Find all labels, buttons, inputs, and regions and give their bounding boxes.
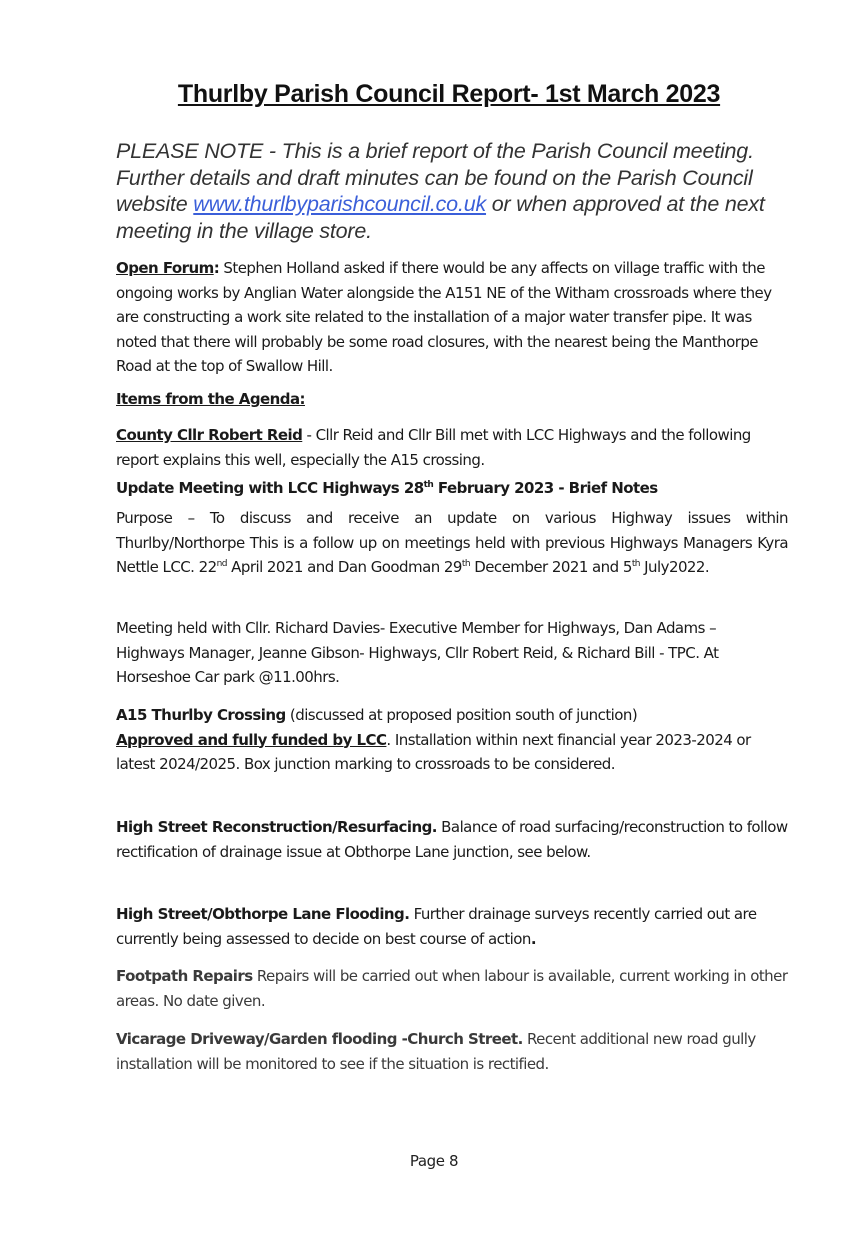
- note-text: PLEASE NOTE - This is a brief report of the Parish Council meeting. Further details and draft minutes can be found on the Parish Council website: [116, 139, 754, 216]
- footpath-heading: Footpath Repairs: [116, 967, 253, 985]
- update-meeting-text-2: February 2023 - Brief Notes: [433, 479, 658, 497]
- high-street-flood-heading: High Street/Obthorpe Lane Flooding.: [116, 905, 410, 923]
- vicarage-text: Recent additional new road gully installation will be monitored to see if the situation is rectified.: [116, 1030, 756, 1073]
- a15-text: (discussed at proposed position south of junction): [285, 706, 638, 724]
- high-street-flood-text: Further drainage surveys recently carried out are currently being assessed to decide on best course of action: [116, 905, 757, 948]
- high-street-recon-paragraph: [116, 815, 788, 864]
- update-meeting-text: Update Meeting with LCC Highways 28: [116, 479, 424, 497]
- high-street-flooding-paragraph: [116, 902, 788, 951]
- footpath-text: Repairs will be carried out when labour is available, current working in other areas. No date given.: [116, 967, 788, 1010]
- approved-text: Approved and fully funded by LCC: [116, 730, 387, 749]
- county-cllr-text: - Cllr Reid and Cllr Bill met with LCC Highways and the following report explains this well, especially the A15 crossing.: [116, 426, 751, 469]
- superscript: th: [631, 559, 640, 569]
- open-forum-paragraph: [116, 256, 788, 379]
- agenda-heading: Items from the Agenda:: [116, 390, 305, 408]
- a15-crossing-paragraph: [116, 703, 788, 777]
- purpose-text: July2022.: [639, 558, 710, 576]
- please-note-paragraph: [116, 138, 786, 244]
- superscript: th: [423, 480, 434, 490]
- page-number: Page 8: [409, 1152, 459, 1170]
- open-forum-heading: Open Forum: [116, 259, 214, 277]
- superscript: th: [461, 559, 471, 569]
- county-cllr-heading: County Cllr Robert Reid: [116, 426, 303, 444]
- purpose-text: Purpose – To discuss and receive an update on various Highway issues within Thurlby/Northorpe This is a follow up on meetings held with previous Highways Managers Kyra Nettle LCC. 22: [116, 509, 788, 576]
- note-text-end: or when approved at the next meeting in the village store.: [116, 192, 765, 243]
- a15-heading: A15 Thurlby Crossing: [116, 706, 286, 724]
- county-cllr-paragraph: [116, 423, 788, 472]
- high-street-recon-heading: High Street Reconstruction/Resurfacing.: [116, 818, 437, 836]
- period: .: [530, 929, 537, 948]
- meeting-held-paragraph: Meeting held with Cllr. Richard Davies- Executive Member for Highways, Dan Adams – Highways Manager, Jeanne Gibson- Highways, Cllr Robert Reid, & Richard Bill - TPC. At Horseshoe Car park @11.00hrs.: [116, 619, 719, 686]
- purpose-text: December 2021 and 5: [470, 558, 632, 576]
- footpath-repairs-paragraph: [116, 964, 788, 1013]
- open-forum-colon: :: [213, 259, 220, 277]
- open-forum-text: Stephen Holland asked if there would be any affects on village traffic with the ongoing works by Anglian Water alongside the A151 NE of the Witham crossroads where they are constructing a work site related to the installation of a major water transfer pipe. It was noted that there will probably be some road closures, with the nearest being the Manthorpe Road at the top of Swallow Hill.: [116, 259, 772, 375]
- update-meeting-heading: [116, 476, 788, 501]
- vicarage-paragraph: [116, 1027, 788, 1076]
- purpose-text: April 2021 and Dan Goodman 29: [226, 558, 462, 576]
- superscript: nd: [216, 559, 227, 569]
- website-link[interactable]: www.thurlbyparishcouncil.co.uk: [193, 192, 487, 216]
- high-street-recon-text: Balance of road surfacing/reconstruction to follow rectification of drainage issue at Obthorpe Lane junction, see below.: [116, 818, 788, 861]
- purpose-paragraph: [116, 506, 788, 580]
- page-title: Thurlby Parish Council Report- 1st March 2023: [177, 80, 721, 108]
- vicarage-heading: Vicarage Driveway/Garden flooding -Church Street.: [116, 1030, 523, 1048]
- a15-text-2: . Installation within next financial year 2023-2024 or latest 2024/2025. Box junction marking to crossroads to be considered.: [116, 730, 751, 773]
